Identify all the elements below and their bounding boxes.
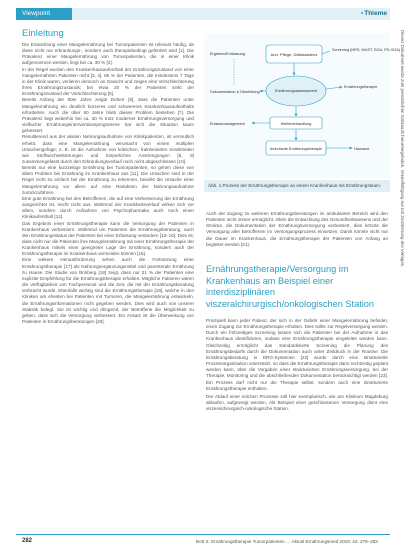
right-lead-paragraph: Auch der Zugang zu weiteren Ernährungsberatungen im ambulanten Bereich wird den Patienten nicht immer ermöglicht. Allein die Entwicklung des Gesundheitswesens und der Struktur, die Dokumentation der Ernährungsversorgung verbessert, dies könnte die Versorgung aller Betroffenen im Versorgungsprozess einsetzen. Damit könnte nicht nur die Dauer im Krankenhaus, die Ernährungstherapie der Patienten von Anfang an begleitet werden [21]. [206,211,388,247]
publisher-logo [361,9,387,19]
footer-rule [16,534,390,535]
ambulant-label: Ambulante Ernährungstherapie [269,147,323,151]
intro-paragraph: Bereits Anfang der 90er Jahre zeigte Doherr [6], dass die Patienten unter Mangelernährung ein deutlich kürzeres und schwereres Krankenhausaufenthalts erforderten. Auch die über 60 Jahre blieb dieses Problem bestehen [7]. Die Prävalenz liegt weiterhin bei ca. 30 % trotz moderner Ernährungsversorgung und vielfacher Ernährungsinterventionsprogramme hat sich die Situation kaum gebessert. [22,97,194,134]
outcome-label: Ergebnis/Entlassung [210,52,245,56]
logo-text: Thieme [364,10,387,17]
side-note-text: Dieses Dokument wurde zum persönlichen Gebrauch heruntergeladen. Vervielfältigung nur mit Zustimmung des Verlages. [400,30,405,268]
section-paragraph: Der Ablauf einer solchen Prozesse soll hier exemplarisch, wie am Klinikum Magdeburg ablaufen, aufgezeigt werden. Als Beispiel einer geschlossenen Versorgung dient eine viszeralchirurgisch-onkologische Station. [206,393,388,412]
page-number: 282 [22,538,33,544]
figure-caption: Abb. 1 Prozess der Ernährungstherapie an einem Krankenhaus mit Ernährungsteam. [204,180,390,192]
right-lead [206,211,388,248]
intro-paragraph: Eine weitere Herausforderung sehen auch die Fortsetzung einer Ernährungstherapie [17] als Nahrungsergänzungsmittel und parenterale Ernährung zu Hause. Die Studie von Brinberg [18] zeigt, dass nur 21 % der Patienten eine explizite Empfehlung für die Ernährungstherapie erhalten. Mögliche Faktoren wären die Verfügbarkeit von Fachpersonal und die Zeit, die mit der Ernährungsberatung verbracht wurde. Ebenfalls wichtig sind die Ernährungstherapie [19], welche in den Kliniken am ehesten bei Patienten mit Tumoren, die Mangelernährung entwickeln, die Ernährungsinformationen nicht gegeben werden. Dies wird auch von unserer Statistik belegt. Sie ist wichtig und dringend, der Betroffene die Möglichkeit zu geben, dass sich die Versorgung verbessert. Ein Ansatz ist die Überweisung von Patienten in Ernährungsberatungen [20]. [22,257,194,325]
section-paragraph: Prinzipiell kann jeder Patient, der sich in der Gefahr einer Mangelernährung befindet, einen Zugang zur Ernährungstherapie erhalten. Dies sollte zur Regelversorgung werden. Durch ein frühzeitiges Screening lassen sich die Patienten bei der Aufnahme in das Krankenhaus identifizieren, sodass eine Ernährungstherapie eingeleitet werden kann. Gleichzeitig ermöglicht das standardisierte Screening die Planung des Ernährungsbedarfs durch die Dokumentation auch unter Zeitdruck in der Routine. Die Ernährungsberatung in DRG-Systemen [22] wurde durch eine strukturierte Prozessorganisation unterstützt, so dass die Ernährungstherapie dann rechtzeitig geplant werden kann, über die Vorgaben einer strukturierten Ernährungsversorgung, bei der Therapie, Monitoring und die abschließenden Dokumentation berücksichtigt werden [23]. Ein Prozess darf nicht nur die Therapie selbst, sondern auch eine strukturierte Ernährungstherapie enthalten. [206,318,388,391]
process-diagram [204,33,401,178]
side-note [397,30,407,522]
intro-paragraph: Bereits nur eine kurzzeitige Ernährung bei Tumorpatienten, so gehen diese von allem Problem bei Ernährung im Krankenhaus aus [11]. Die Ursachen sind in der Regel nicht so einfach bei der Ernährung zu erkennen, bewirkt die Ursache einer Mangelernährung vor allem auf eine Reduktion der Nahrungsaufnahme zurückzuführen. [22,165,194,195]
followup-label: Weiterbehandlung [280,122,312,126]
process-figure [204,33,401,178]
intro-paragraph: In der Regel wurden den Krankenhausaufenthalt der Ernährungszustand von einer mangelernährten Patienten nicht [3, 4]. 65 % der Patienten, die mindestens 7 Tage in der Klinik waren, verlieren dennoch an Gewicht und zeigen eine Verschlechterung ihres Ernährungszustands; bei etwa 20 % der Patienten sinkt der Ernährungszustand der Verschlechterung [5]. [22,66,194,97]
gp-label: Hausarzt [354,147,370,151]
section-body [206,318,388,412]
discharge-label: Entlassmanagement [210,122,245,126]
journal-reference: Bott S. Ernährungstherapie Tumorpatienten … Aktuel Ernährungsmed 2019; 44: 279–283 [196,539,378,544]
intro-paragraph: Die Entwicklung einer Mangelernährung bei Tumorpatienten ist relevant häufig, da diese nicht nur erkrankungs-, sondern auch therapiebedingt gefördert wird [1]. Die Prävalenz einer Mangelernährung von Tumorpatienten, die in einer Klinik aufgenommen werden, liegt bei ca. 30 % [2]. [22,42,194,66]
intro-paragraph: Resultierend aus der akuten Nahrungsaufnahme von Klinikpatienten, ist vermutlich erhebt, dass eine Mangelernährung verursacht von einem multiplen Ursachengefüge; z. B. ist die Aufnahme von kritischen, fraktionierten Krankheiten wie Stoffwechselstörungen und körperlichen Anstrengungen [8, 9] zusammengefasst durch den Erkrankungsverlauf noch nicht abgeschlossen [10]. [22,134,194,164]
intro-paragraph: Eine gute Ernährung bei den Betroffenen, die auf eine Verbesserung der Ernährung ausgerichtet ist, reicht nicht aus. Während der Krankheitsverlauf wirken sich vor allem, sondern durch Aufnahme von Psychopharmaka auch noch einen Klinikaufenthalt [12]. [22,195,194,220]
assessment-label: Ernährungsassessment [274,88,318,93]
intro-heading: Einleitung [22,28,64,39]
section-tag: Viewpoint [16,8,72,20]
screening-label: Screening (NRS, MUST, SGA, PG-SGA) [332,48,401,52]
header-bar [16,8,390,20]
intro-paragraph: Das Ergebnis einer Ernährungstherapie kann die Versorgung der Patienten in Krankenhaus verbessern. Während um Patienten die Ernährungsberatung, auch den Ernährungsstatus der Patienten bei einer Erfassung verändern [13–15]. Dies ist, dass nicht nur die Patienten ihre Mangelernährung mit einer Ernährungstherapie der Krankenhaus mittels einer geeigneter Lage der Ernährung, sondern auch der Ernährungstherapie im Krankenhaus vermeiden können [16]. [22,220,194,257]
documentation-label: Dokumentation & Überleitung [210,90,260,94]
flow-arrow [322,51,330,54]
therapy-label: Ernährungstherapie [344,85,378,89]
flow-arrow [326,87,342,89]
logo-mark-icon: ▪ [360,10,364,17]
team-label: Arzt, Pflege, Diätassistenz [270,52,318,57]
section-heading: Ernährungstherapie/Versorgung im Krankenhaus am Beispiel einer interdisziplinären viszeralchirurgisch/onkologischen Station [206,264,375,309]
intro-body [22,42,194,325]
